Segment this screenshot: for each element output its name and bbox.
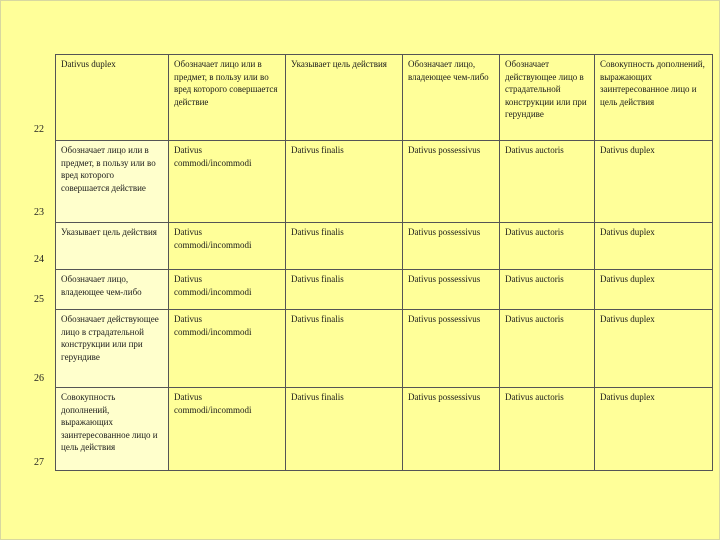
option-finalis[interactable]: Dativus finalis — [286, 141, 403, 223]
row-number-23: 23 — [34, 207, 44, 218]
option-auctoris[interactable]: Dativus auctoris — [500, 388, 595, 471]
option-finalis[interactable]: Dativus finalis — [286, 223, 403, 270]
option-auctoris[interactable]: Dativus auctoris — [500, 310, 595, 388]
header-cell-possessivus-definition[interactable]: Обозначает лицо, владеющее чем-либо — [403, 55, 500, 141]
header-cell-finalis-definition[interactable]: Указывает цель действия — [286, 55, 403, 141]
header-row — [56, 55, 713, 141]
row-label-possessivus: Обозначает лицо, владеющее чем-либо — [56, 270, 169, 310]
row-number-25: 25 — [34, 294, 44, 305]
row-label-auctoris: Обозначает действующее лицо в страдательной конструкции или при герундиве — [56, 310, 169, 388]
header-cell-duplex-definition[interactable]: Совокупность дополнений, выражающих заинтересованное лицо и цель действия — [595, 55, 713, 141]
row-number-27: 27 — [34, 457, 44, 468]
option-commodi-incommodi[interactable]: Dativus commodi/incommodi — [169, 310, 286, 388]
table-row — [56, 310, 713, 388]
option-duplex[interactable]: Dativus duplex — [595, 141, 713, 223]
header-cell-dativus-duplex[interactable]: Dativus duplex — [56, 55, 169, 141]
matching-table — [55, 54, 713, 471]
option-auctoris[interactable]: Dativus auctoris — [500, 270, 595, 310]
row-number-24: 24 — [34, 254, 44, 265]
option-possessivus[interactable]: Dativus possessivus — [403, 310, 500, 388]
option-commodi-incommodi[interactable]: Dativus commodi/incommodi — [169, 388, 286, 471]
option-duplex[interactable]: Dativus duplex — [595, 310, 713, 388]
header-cell-commodi-definition[interactable]: Обозначает лицо или в предмет, в пользу или во вред которого совершается действие — [169, 55, 286, 141]
option-auctoris[interactable]: Dativus auctoris — [500, 223, 595, 270]
row-label-commodi: Обозначает лицо или в предмет, в пользу или во вред которого совершается действие — [56, 141, 169, 223]
option-commodi-incommodi[interactable]: Dativus commodi/incommodi — [169, 270, 286, 310]
option-finalis[interactable]: Dativus finalis — [286, 270, 403, 310]
header-cell-auctoris-definition[interactable]: Обозначает действующее лицо в страдательной конструкции или при герундиве — [500, 55, 595, 141]
option-duplex[interactable]: Dativus duplex — [595, 388, 713, 471]
option-possessivus[interactable]: Dativus possessivus — [403, 388, 500, 471]
option-duplex[interactable]: Dativus duplex — [595, 223, 713, 270]
option-possessivus[interactable]: Dativus possessivus — [403, 223, 500, 270]
option-commodi-incommodi[interactable]: Dativus commodi/incommodi — [169, 141, 286, 223]
table-row — [56, 270, 713, 310]
row-label-duplex: Совокупность дополнений, выражающих заинтересованное лицо и цель действия — [56, 388, 169, 471]
row-label-finalis: Указывает цель действия — [56, 223, 169, 270]
option-finalis[interactable]: Dativus finalis — [286, 388, 403, 471]
table-row — [56, 141, 713, 223]
table-row — [56, 223, 713, 270]
row-number-22: 22 — [34, 124, 44, 135]
option-duplex[interactable]: Dativus duplex — [595, 270, 713, 310]
option-possessivus[interactable]: Dativus possessivus — [403, 270, 500, 310]
option-possessivus[interactable]: Dativus possessivus — [403, 141, 500, 223]
option-commodi-incommodi[interactable]: Dativus commodi/incommodi — [169, 223, 286, 270]
option-auctoris[interactable]: Dativus auctoris — [500, 141, 595, 223]
row-number-26: 26 — [34, 373, 44, 384]
option-finalis[interactable]: Dativus finalis — [286, 310, 403, 388]
table-row — [56, 388, 713, 471]
